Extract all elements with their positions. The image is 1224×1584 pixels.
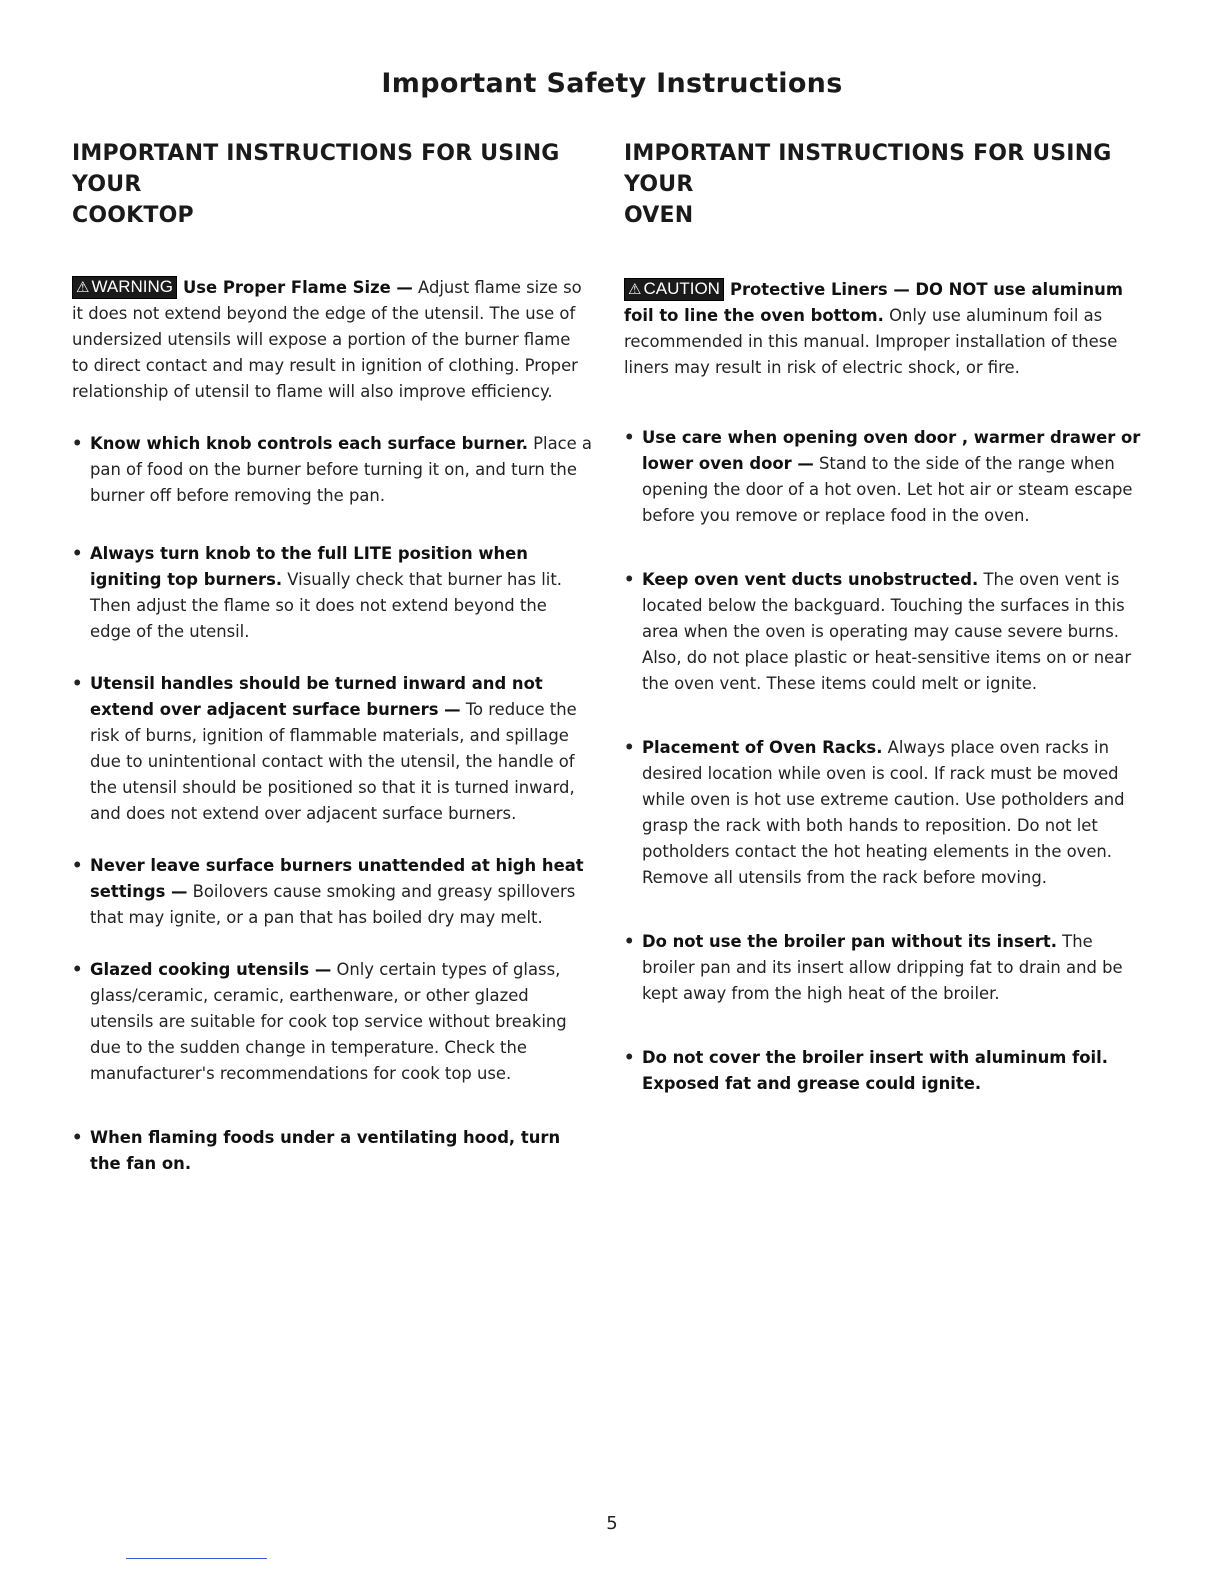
bullet-icon: • [72, 434, 83, 453]
list-item [72, 541, 592, 645]
item-bold: When flaming foods under a ventilating hood, turn the fan on. [90, 1128, 561, 1173]
item-text: Only certain types of glass, glass/ceramic, ceramic, earthenware, or other glazed utensils are suitable for cook top service without breaking due to the sudden change in temperature. Check the manufacturer's recommendations for cook top use. [90, 960, 567, 1083]
page-title: Important Safety Instructions [381, 68, 843, 99]
oven-heading-line1: IMPORTANT INSTRUCTIONS FOR USING YOUR [624, 141, 1112, 197]
caution-triangle-icon: ⚠ [628, 281, 642, 298]
oven-column [624, 138, 1149, 1097]
list-item [72, 671, 592, 827]
bullet-icon: • [624, 1048, 635, 1067]
bullet-icon: • [624, 570, 635, 589]
list-item [624, 1045, 1149, 1097]
caution-text: Only use aluminum foil as recommended in this manual. Improper installation of these liners may result in risk of electric shock, or fire. [624, 306, 1118, 377]
cooktop-heading [72, 138, 592, 231]
warning-badge-label: WARNING [91, 277, 173, 296]
cooktop-column [72, 138, 592, 1177]
list-item [624, 425, 1149, 529]
caution-badge-label: CAUTION [643, 279, 720, 298]
list-item [72, 853, 592, 931]
item-text: The oven vent is located below the backguard. Touching the surfaces in this area when the oven is operating may cause severe burns. Also, do not place plastic or heat-sensitive items on or near the oven vent. These items could melt or ignite. [642, 570, 1132, 693]
page-number: 5 [606, 1513, 618, 1534]
item-bold: Utensil handles should be turned inward and not extend over adjacent surface burners — [90, 674, 543, 719]
bullet-icon: • [624, 428, 635, 447]
item-text: Boilovers cause smoking and greasy spillovers that may ignite, or a pan that has boiled dry may melt. [90, 882, 576, 927]
bullet-icon: • [72, 1128, 83, 1147]
item-text: Always place oven racks in desired location while oven is cool. If rack must be moved while oven is hot use extreme caution. Use potholders and grasp the rack with both hands to reposition. Do not let potholders contact the hot heating elements in the oven. Remove all utensils from the rack before moving. [642, 738, 1125, 887]
list-item [72, 431, 592, 509]
item-bold: Placement of Oven Racks. [642, 738, 883, 757]
caution-lead: Protective Liners — DO NOT use aluminum foil to line the oven bottom. [624, 280, 1123, 325]
item-bold: Glazed cooking utensils — [90, 960, 332, 979]
cooktop-heading-line1: IMPORTANT INSTRUCTIONS FOR USING YOUR [72, 141, 560, 197]
item-bold: Do not cover the broiler insert with aluminum foil. Exposed fat and grease could ignite. [642, 1048, 1108, 1093]
oven-heading [624, 138, 1149, 231]
item-bold: Keep oven vent ducts unobstructed. [642, 570, 979, 589]
bullet-icon: • [72, 544, 83, 563]
list-item [72, 1125, 592, 1177]
item-text: Visually check that burner has lit. Then adjust the flame so it does not extend beyond the edge of the utensil. [90, 570, 562, 641]
item-text: The broiler pan and its insert allow dripping fat to drain and be kept away from the high heat of the broiler. [642, 932, 1123, 1003]
item-bold: Do not use the broiler pan without its insert. [642, 932, 1057, 951]
cooktop-heading-line2: COOKTOP [72, 203, 194, 228]
item-bold: Know which knob controls each surface burner. [90, 434, 528, 453]
list-item [624, 735, 1149, 891]
bullet-icon: • [624, 932, 635, 951]
warning-text: Adjust flame size so it does not extend beyond the edge of the utensil. The use of undersized utensils will expose a portion of the burner flame to direct contact and may result in ignition of clothing. Proper relationship of utensil to flame will also improve efficiency. [72, 278, 582, 401]
oven-heading-line2: OVEN [624, 203, 694, 228]
footer-rule [126, 1558, 267, 1559]
list-item [72, 957, 592, 1087]
bullet-icon: • [72, 856, 83, 875]
bullet-icon: • [72, 674, 83, 693]
item-bold: Never leave surface burners unattended at high heat settings — [90, 856, 584, 901]
caution-badge [624, 278, 724, 301]
list-item [624, 567, 1149, 697]
item-text: Stand to the side of the range when opening the door of a hot oven. Let hot air or steam escape before you remove or replace food in the oven. [642, 454, 1133, 525]
item-bold: Use care when opening oven door , warmer drawer or lower oven door — [642, 428, 1141, 473]
item-text: To reduce the risk of burns, ignition of flammable materials, and spillage due to unintentional contact with the utensil, the handle of the utensil should be positioned so that it is turned inward, and does not extend over adjacent surface burners. [90, 700, 577, 823]
warning-lead: Use Proper Flame Size — [182, 278, 413, 297]
item-bold: Always turn knob to the full LITE position when igniting top burners. [90, 544, 528, 589]
warning-triangle-icon: ⚠ [76, 279, 90, 296]
bullet-icon: • [72, 960, 83, 979]
warning-badge [72, 276, 177, 299]
bullet-icon: • [624, 738, 635, 757]
warning-paragraph [72, 275, 592, 405]
list-item [624, 929, 1149, 1007]
caution-paragraph [624, 277, 1149, 381]
item-text: Place a pan of food on the burner before turning it on, and turn the burner off before removing the pan. [90, 434, 592, 505]
